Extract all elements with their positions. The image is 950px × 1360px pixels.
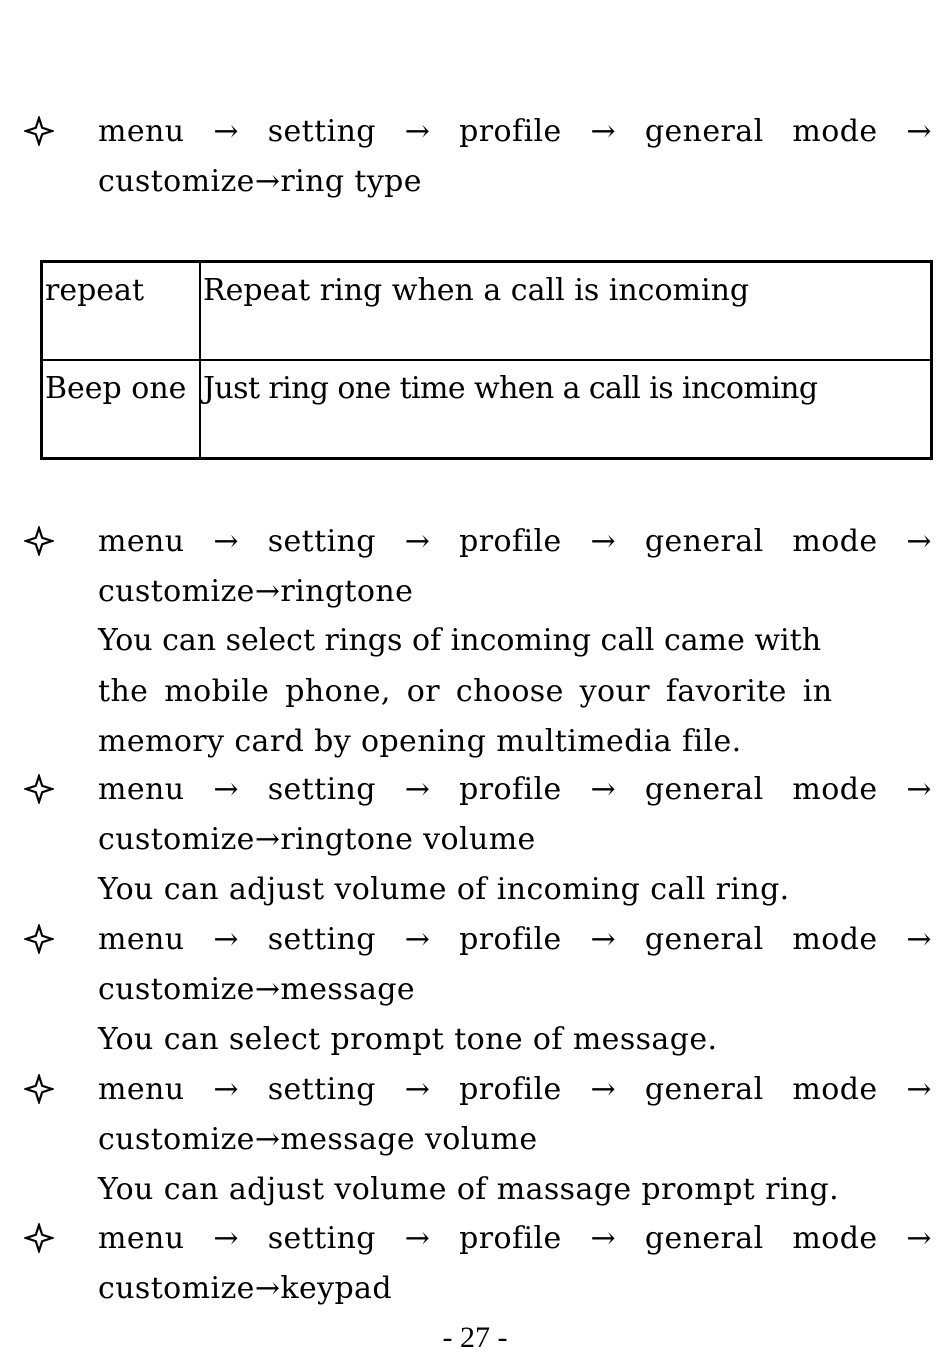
path-line: menu → setting → profile → general mode →	[98, 1221, 932, 1256]
description-line: You can adjust volume of massage prompt ring.	[98, 1172, 840, 1207]
path-line: menu → setting → profile → general mode →	[98, 114, 932, 149]
page-number: - 27 -	[442, 1321, 508, 1354]
description-line: the mobile phone, or choose your favorite in	[98, 674, 833, 709]
path-line: menu → setting → profile → general mode →	[98, 772, 932, 807]
path-tail: customize→ringtone volume	[98, 822, 536, 857]
path-tail: customize→ring type	[98, 164, 422, 199]
path-tail: customize→keypad	[98, 1271, 392, 1306]
description-line: You can adjust volume of incoming call ring.	[98, 872, 790, 907]
four-point-star-outline-icon	[22, 922, 56, 956]
ring-type-description: Repeat ring when a call is incoming	[200, 262, 932, 361]
ring-type-name: Beep one	[42, 360, 201, 459]
four-point-star-outline-icon	[22, 772, 56, 806]
ring-type-table	[40, 260, 933, 460]
path-tail: customize→message volume	[98, 1122, 538, 1157]
four-point-star-outline-icon	[22, 1221, 56, 1255]
four-point-star-outline-icon	[22, 1072, 56, 1106]
table-row	[42, 262, 932, 361]
ring-type-name: repeat	[42, 262, 201, 361]
four-point-star-outline-icon	[22, 524, 56, 558]
path-line: menu → setting → profile → general mode →	[98, 524, 932, 559]
path-tail: customize→message	[98, 972, 416, 1007]
path-line: menu → setting → profile → general mode →	[98, 1072, 932, 1107]
four-point-star-outline-icon	[22, 114, 56, 148]
description-line: You can select prompt tone of message.	[98, 1022, 718, 1057]
ring-type-description: Just ring one time when a call is incoming	[200, 360, 932, 459]
path-line: menu → setting → profile → general mode →	[98, 922, 932, 957]
table-row	[42, 360, 932, 459]
description-line: memory card by opening multimedia file.	[98, 724, 742, 759]
description-line: You can select rings of incoming call came with	[98, 623, 822, 658]
path-tail: customize→ringtone	[98, 574, 414, 609]
